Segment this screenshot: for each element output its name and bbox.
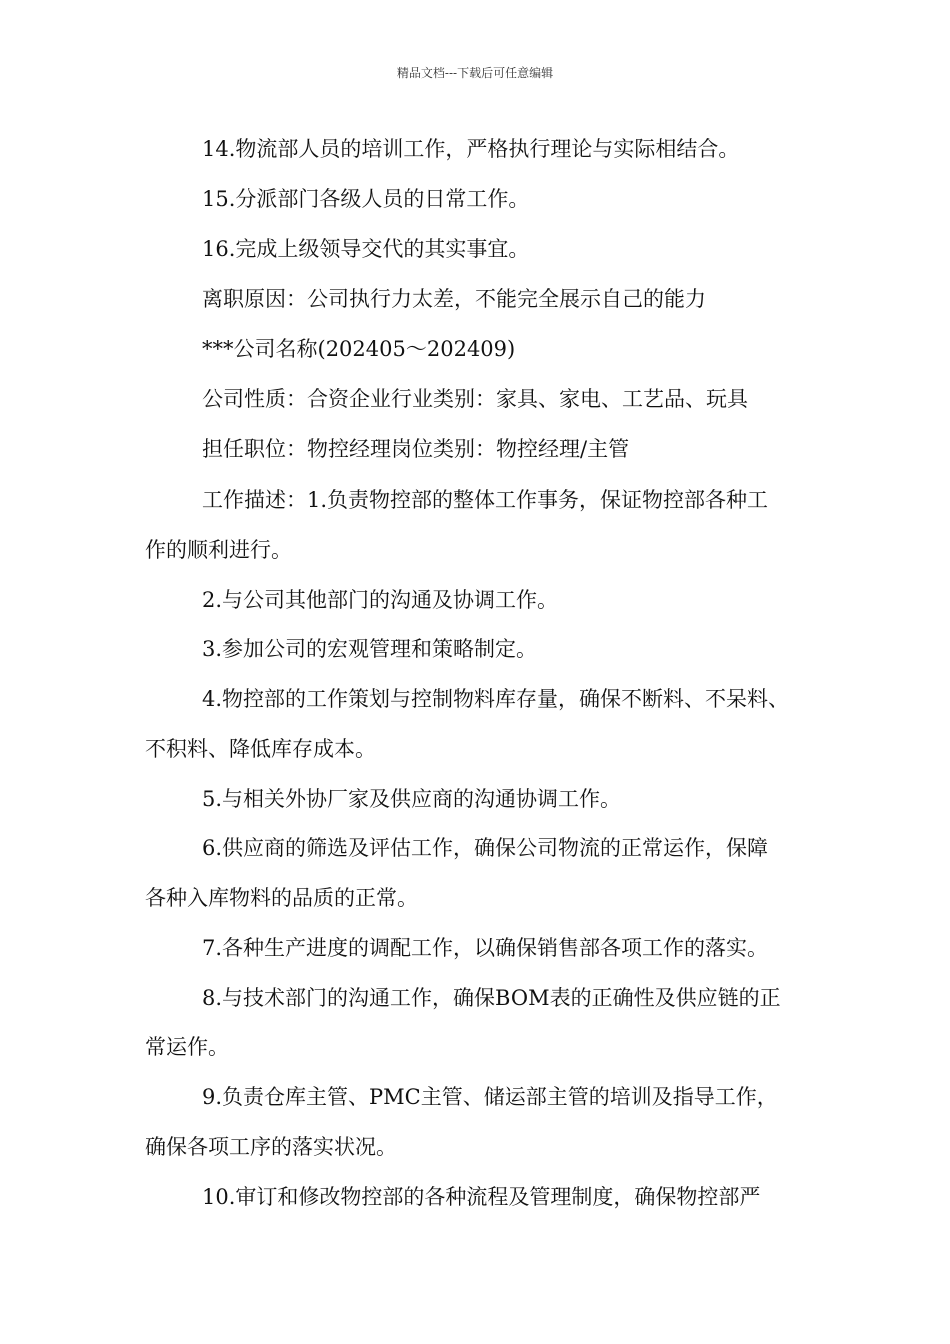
paragraph-line: 作的顺利进行。 bbox=[145, 538, 292, 562]
paragraph-line: 常运作。 bbox=[145, 1035, 229, 1059]
paragraph-line: 8.与技术部门的沟通工作，确保BOM表的正确性及供应链的正 bbox=[202, 986, 781, 1010]
paragraph-line: 15.分派部门各级人员的日常工作。 bbox=[202, 187, 530, 211]
paragraph-line: 工作描述：1.负责物控部的整体工作事务，保证物控部各种工 bbox=[202, 488, 769, 512]
paragraph-line: 5.与相关外协厂家及供应商的沟通协调工作。 bbox=[202, 787, 622, 811]
paragraph-line: 公司性质：合资企业行业类别：家具、家电、工艺品、玩具 bbox=[202, 387, 748, 411]
paragraph-line: 14.物流部人员的培训工作，严格执行理论与实际相结合。 bbox=[202, 137, 740, 161]
paragraph-line: 4.物控部的工作策划与控制物料库存量，确保不断料、不呆料、 bbox=[202, 687, 790, 711]
paragraph-line: 3.参加公司的宏观管理和策略制定。 bbox=[202, 637, 538, 661]
paragraph-line: 6.供应商的筛选及评估工作，确保公司物流的正常运作，保障 bbox=[202, 836, 769, 860]
paragraph-line: 2.与公司其他部门的沟通及协调工作。 bbox=[202, 588, 559, 612]
paragraph-line: ***公司名称(202405～202409) bbox=[202, 337, 516, 361]
paragraph-line: 9.负责仓库主管、PMC主管、储运部主管的培训及指导工作， bbox=[202, 1085, 778, 1109]
paragraph-line: 16.完成上级领导交代的其实事宜。 bbox=[202, 237, 530, 261]
paragraph-line: 各种入库物料的品质的正常。 bbox=[145, 886, 418, 910]
paragraph-line: 不积料、降低库存成本。 bbox=[145, 737, 376, 761]
paragraph-line: 7.各种生产进度的调配工作，以确保销售部各项工作的落实。 bbox=[202, 936, 769, 960]
paragraph-line: 担任职位：物控经理岗位类别：物控经理/主管 bbox=[202, 437, 630, 461]
paragraph-line: 确保各项工序的落实状况。 bbox=[145, 1135, 397, 1159]
page-header: 精品文档---下载后可任意编辑 bbox=[396, 66, 554, 80]
paragraph-line: 离职原因：公司执行力太差，不能完全展示自己的能力 bbox=[202, 287, 706, 311]
paragraph-line: 10.审订和修改物控部的各种流程及管理制度，确保物控部严 bbox=[202, 1185, 761, 1209]
